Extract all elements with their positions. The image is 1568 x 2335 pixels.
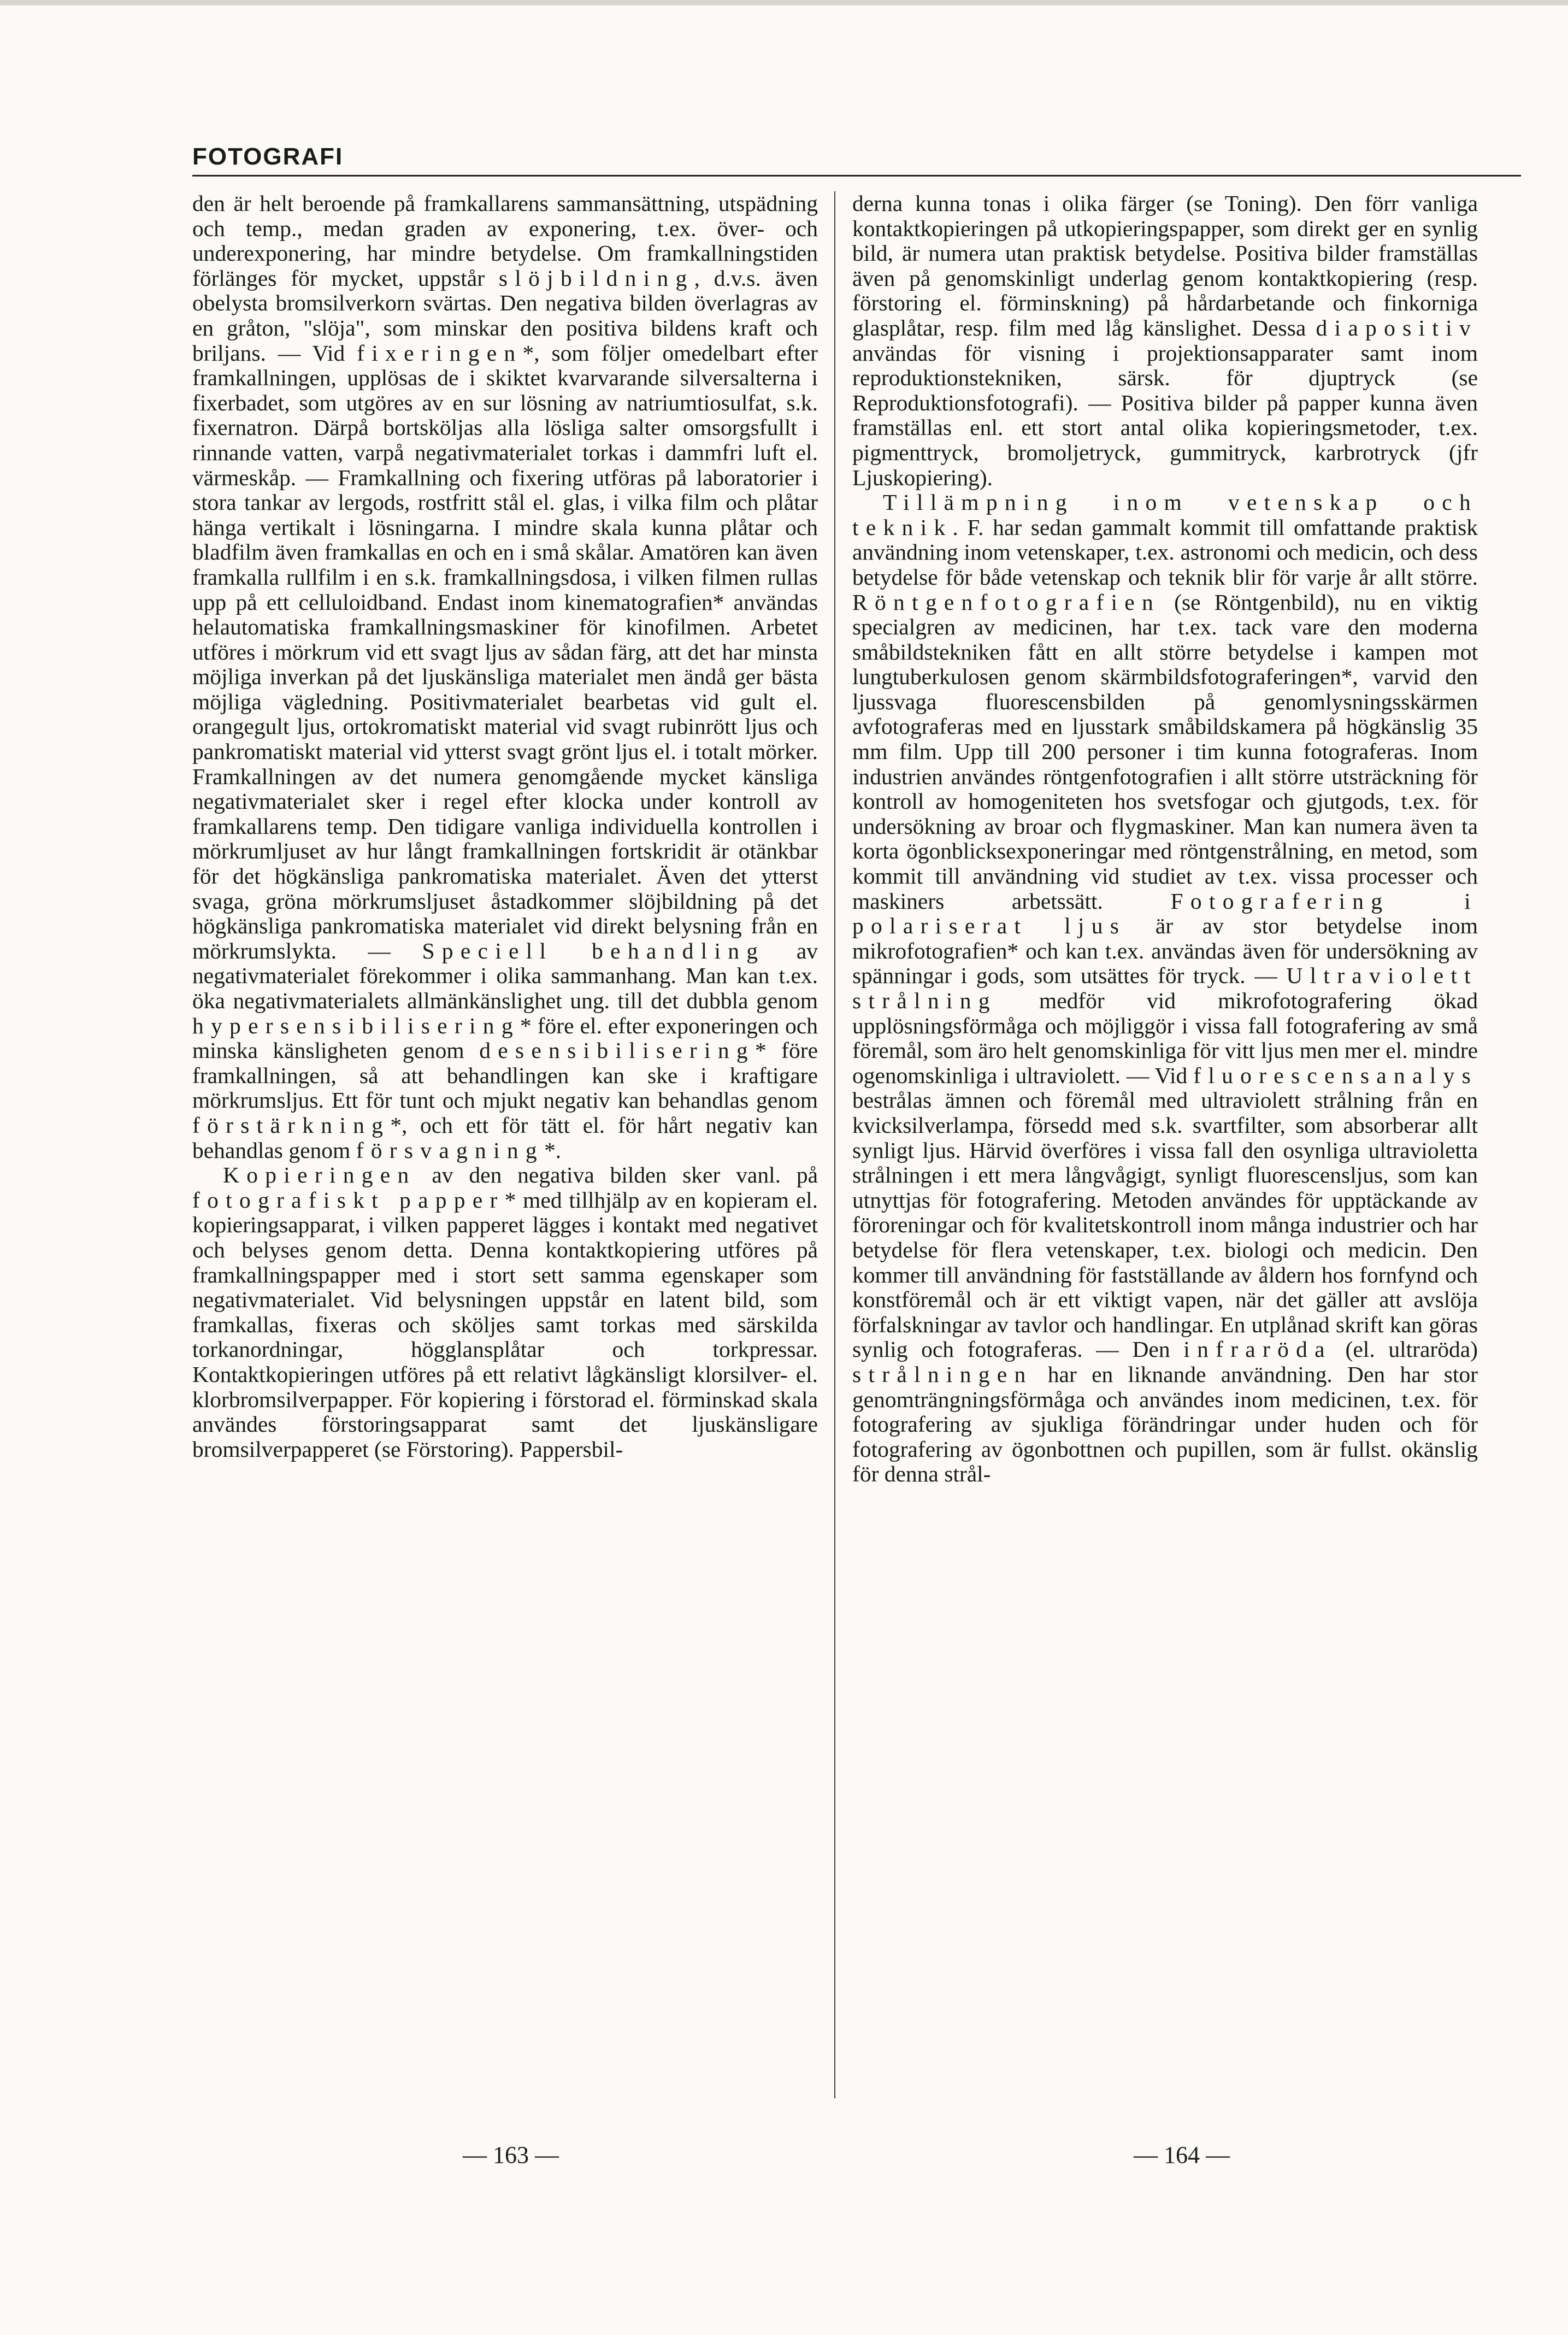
page-number-right: — 164 — — [1134, 2142, 1230, 2168]
column-divider — [834, 191, 835, 2098]
text-run: *, som följer omedelbart efter framkallningen, upplösas de i skiktet kvarvarande silversalterna i fixerbadet, som utgöres av en sur lösning av natriumtiosulfat, s.k. fixernatron. Därpå bortsköljas alla lösliga salter omsorgsfullt i rinnande vatten, varpå negativmaterialet torkas i dammfri luft el. värmeskåp. — Framkallning och fixering utföras på laboratorier i stora tankar av lergods, rostfritt stål el. glas, i vilka film och plåtar hänga vertikalt i lösningarna. I mindre skala kunna plåtar och bladfilm även framkallas en och en i små skålar. Amatören kan även framkalla rullfilm i en s.k. framkallningsdosa, i vilken filmen rullas upp på ett celluloidband. Endast inom kinematografien* användas helautomatiska framkallningsmaskiner för kinofilmen. Arbetet utföres i mörkrum vid ett svagt ljus av sådan färg, att det har minsta möjliga inverkan på det ljuskänsliga materialet men ändå ger bästa möjliga vägledning. Positivmaterialet bearbetas vid gult el. orangegult ljus, ortokromatiskt material vid svagt rubinrött ljus och pankromatiskt material vid ytterst svagt grönt ljus el. i totalt mörker. Framkallningen av det numera genomgående mycket känsliga negativmaterialet sker i regel efter klocka under kontroll av framkallarens temp. Den tidigare vanliga individuella kontrollen i mörkrumljuset av hur långt framkallningen fortskridit är otänkbar för det högkänsliga pankromatiska materialet. Även det ytterst svaga, gröna mörkrumsljuset åstadkommer slöjbildning på det högkänsliga pankromatiska materialet vid direkt belysning från en mörkrumslykta. — — [192, 340, 818, 963]
right-paragraph-1 — [852, 191, 1478, 490]
spaced-term: försvagning — [356, 1137, 544, 1163]
left-paragraph-2 — [192, 1163, 818, 1462]
text-run: (el. ultraröda) — [1331, 1337, 1478, 1362]
page-number-left: — 163 — — [463, 2142, 559, 2168]
text-run: (se Röntgenbild), nu en viktig specialgren av medicinen, har t.ex. tack vare den moderna småbildstekniken fått en allt större betydelse i kampen mot lungtuberkulosen genom skärmbildsfotograferingen*, varvid den ljussvaga fluorescensbilden på genomlysningsskärmen avfotograferas med en ljusstark småbildskamera på högkänslig 35 mm film. Upp till 200 personer i tim kunna fotograferas. Inom industrien användes röntgenfotografien i allt större utsträckning för kontroll av homogeniteten hos svetsfogar och gjutgods, t.ex. för undersökning av broar och flygmaskiner. Man kan numera även ta korta ögonblicksexponeringar med röntgenstrålning, en metod, som kommit till användning vid studiet av t.ex. vissa processer och maskiners arbetssätt. — [852, 589, 1478, 914]
text-run: , d.v.s. även obelysta bromsilverkorn svärtas. Den negativa bilden överlagras av en gråton, "slöja", som minskar den positiva bildens kraft och briljans. — Vid — [192, 265, 818, 366]
text-run: . F. har sedan gammalt kommit till omfattande praktisk användning inom vetenskaper, t.ex. astronomi och medicin, och dess betydelse för både vetenskap och teknik blir för varje år allt större. — [852, 514, 1478, 590]
spaced-term: desensibilisering — [479, 1038, 755, 1063]
running-header — [192, 143, 1521, 177]
spaced-term: Tillämpning inom vetenskap och teknik — [852, 490, 1478, 540]
text-run: har en liknande användning. Den har stor genomträngningsförmåga och användes inom medicinen, t.ex. för fotografering av sjukliga förändringar under huden och för fotografering av ögonbottnen och pupillen, som är fullst. okänslig för denna strål- — [852, 1361, 1478, 1487]
spaced-term: Fotografering i polariserat ljus — [852, 888, 1478, 939]
text-run: bestrålas ämnen och föremål med ultraviolett strålning från en kvicksilverlampa, försedd med s.k. svartfilter, som absorberar allt synligt ljus. Härvid överföres i vissa fall den osynliga ultravioletta strålningen i ett mera långvågigt, synligt fluorescensljus, som kan utnyttjas för fotografering. Metoden användes för upptäckande av föroreningar och för kvalitetskontroll inom många industrier och har betydelse för flera vetenskaper, t.ex. biologi och medicin. Den kommer till användning för fastställande av åldern hos fornfynd och konstföremål och är ett viktigt vapen, när det gäller att avslöja förfalskningar av tavlor och handlingar. En utplånad skrift kan göras synlig och fotograferas. — Den — [852, 1087, 1478, 1362]
text-run: * före framkallningen, så att behandlingen kan ske i kraftigare mörkrumsljus. Ett för tunt och mjukt negativ kan behandlas genom — [192, 1038, 818, 1113]
spaced-term: fotografiskt papper — [192, 1187, 505, 1213]
text-run: * med tillhjälp av en kopieram el. kopieringsapparat, i vilken papperet lägges i kontakt med negativet och belyses genom detta. Denna kontaktkopiering utföres på framkallningspapper med i stort sett samma egenskaper som negativmaterialet. Vid belysningen uppstår en latent bild, som framkallas, fixeras och sköljes samt torkas med särskilda torkanordningar, högglansplåtar och torkpressar. Kontaktkopieringen utföres på ett relativt lågkänsligt klorsilver- el. klorbromsilverpapper. För kopiering i förstorad el. förminskad skala användes förstoringsapparat samt det ljuskänsligare bromsilverpapperet (se Förstoring). Pappersbil- — [192, 1187, 818, 1462]
spaced-term: fluorescensanalys — [1193, 1062, 1478, 1088]
text-run: derna kunna tonas i olika färger (se Toning). Den förr vanliga kontaktkopieringen på utkopieringspapper, som direkt ger en synlig bild, är numera utan praktisk betydelse. Positiva bilder framställas även på genomskinligt underlag genom kontaktkopiering (resp. förstoring el. förminskning) på hårdarbetande och finkorniga glasplåtar, resp. film med låg känslighet. Dessa — [852, 191, 1478, 340]
text-run: av den negativa bilden sker vanl. på — [416, 1162, 818, 1188]
page-title: FOTOGRAFI — [192, 143, 344, 170]
spaced-term: infraröda — [1183, 1337, 1332, 1362]
spaced-term: hypersensibilisering — [192, 1013, 520, 1038]
text-run: användas för visning i projektionsapparater samt inom reproduktionstekniken, särsk. för djuptryck (se Reproduktionsfotografi). — Positiva bilder på papper kunna även framställas enl. ett stort antal olika kopieringsmetoder, t.ex. pigmenttryck, bromoljetryck, gummitryck, karbrotryck (jfr Ljuskopiering). — [852, 340, 1478, 490]
spaced-term: Ultraviolett strålning — [852, 963, 1478, 1013]
text-run: den är helt beroende på framkallarens sammansättning, utspädning och temp., medan graden av exponering, t.ex. över- och underexponering, har mindre betydelse. Om framkallningstiden förlänges för mycket, uppstår — [192, 191, 818, 291]
spaced-term: Röntgenfotografien — [852, 589, 1161, 615]
spaced-term: diapositiv — [1316, 315, 1478, 340]
spaced-term: strålningen — [852, 1361, 1033, 1387]
spaced-term: förstärkning — [192, 1112, 391, 1138]
spaced-term: fixeringen — [357, 340, 523, 366]
spaced-term: Kopieringen — [223, 1162, 416, 1188]
right-column — [852, 191, 1478, 2109]
text-run: av negativmaterialet förekommer i olika sammanhang. Man kan t.ex. öka negativmaterialets allmänkänslighet ung. till det dubbla genom — [192, 938, 818, 1013]
text-run: *, och ett för tätt el. för hårt negativ kan behandlas genom — [192, 1112, 818, 1163]
text-run: *. — [544, 1137, 562, 1163]
text-run: * före el. efter exponeringen och minska känsligheten genom — [192, 1013, 818, 1063]
text-run: medför vid mikrofotografering ökad upplösningsförmåga och möjliggör i vissa fall fotografering av små föremål, som äro helt genomskinliga för vitt ljus men mer el. mindre ogenomskinliga i ultraviolett. — Vid — [852, 988, 1478, 1088]
left-paragraph-1 — [192, 191, 818, 1163]
scan-top-edge — [0, 0, 1568, 5]
left-column — [192, 191, 818, 2109]
spaced-term: slöjbildning — [498, 265, 694, 291]
text-run: är av stor betydelse inom mikrofotografien* och kan t.ex. användas även för undersökning av spänningar i gods, som utsättes för tryck. — — [852, 913, 1478, 989]
spaced-term: Speciell behandling — [422, 938, 765, 963]
right-paragraph-2 — [852, 490, 1478, 1487]
